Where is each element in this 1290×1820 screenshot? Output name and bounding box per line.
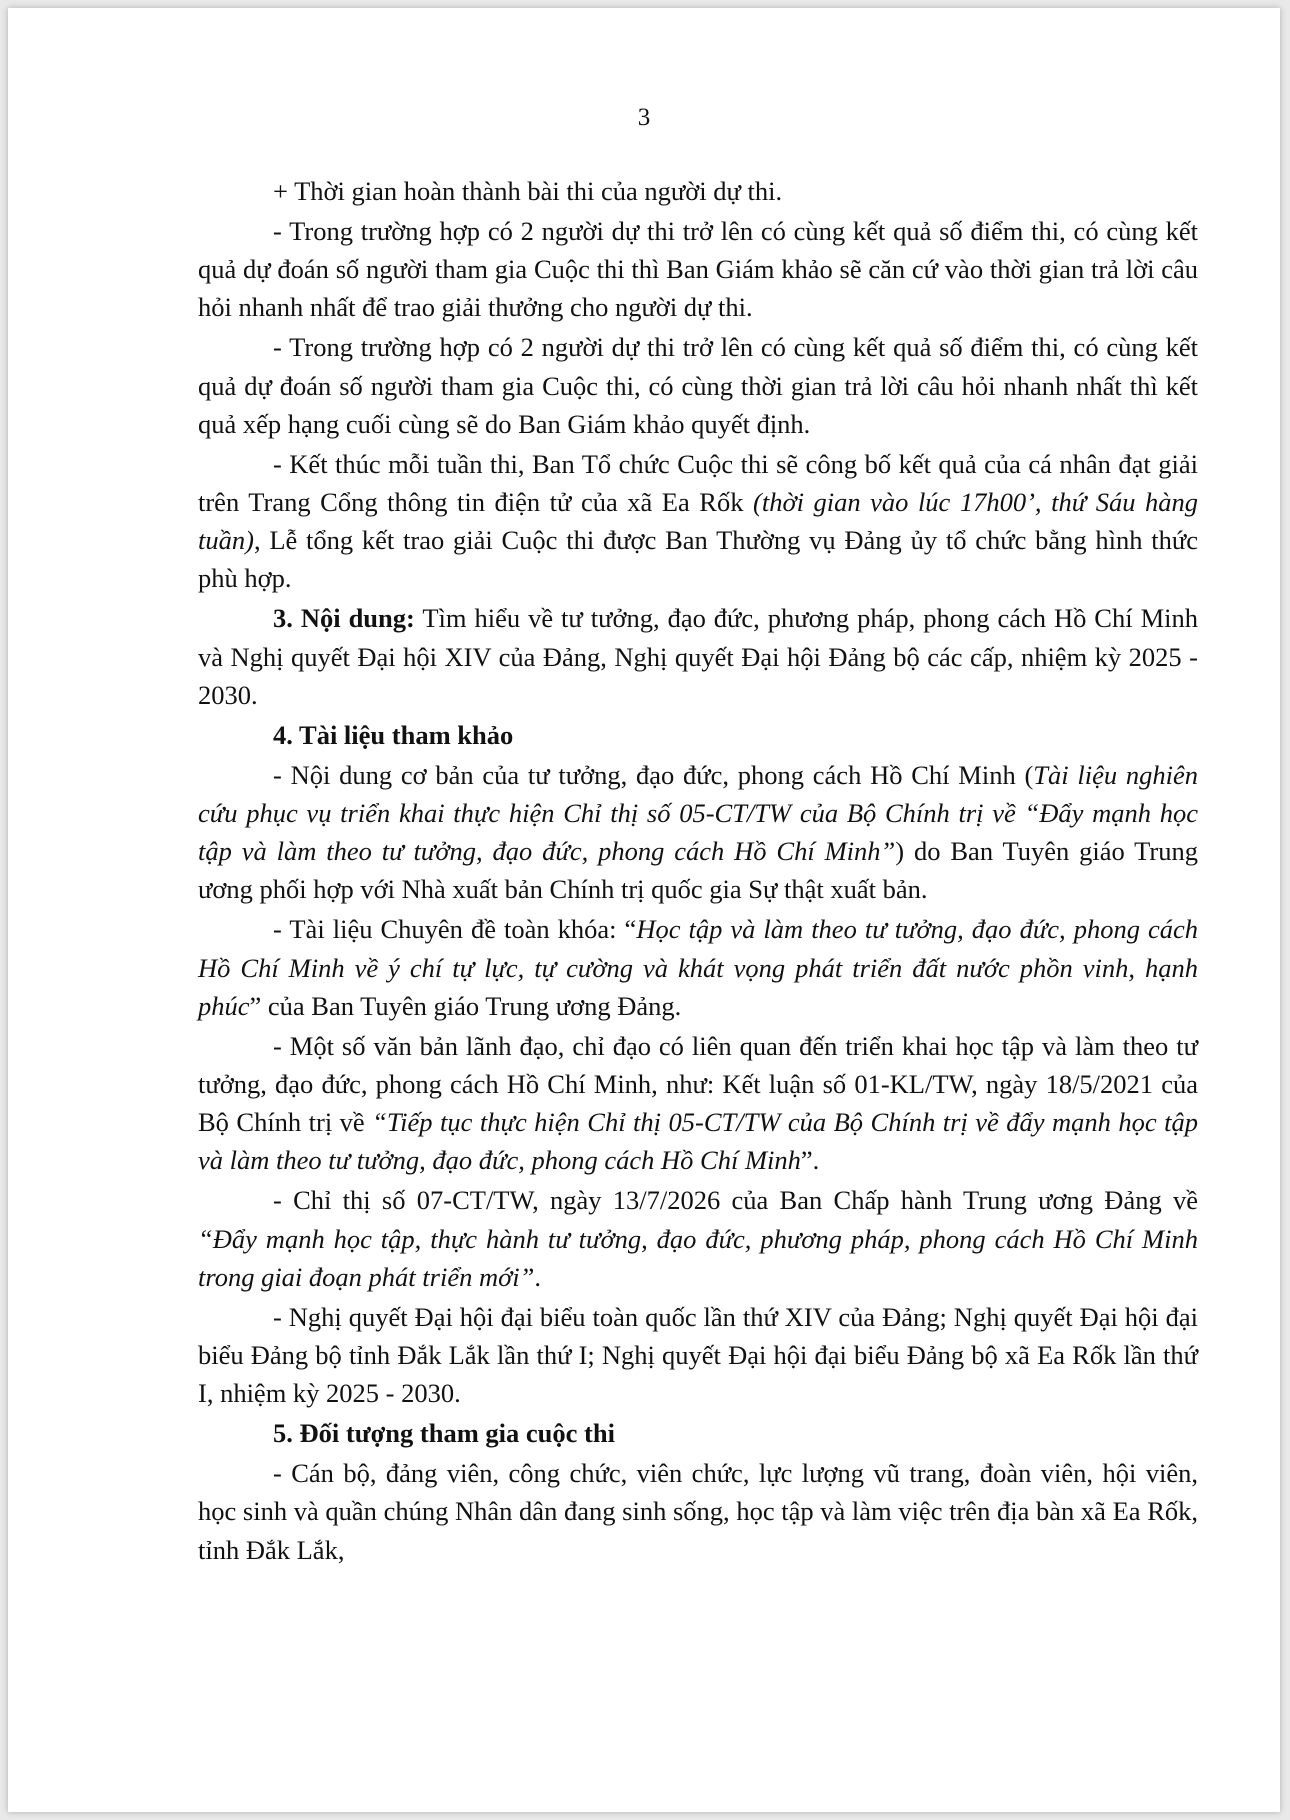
italic-segment: “Tiếp tục thực hiện Chỉ thị 05-CT/TW của Bộ Chính trị về đẩy mạnh học tập và làm theo tư tưởng, đạo đức, phong cách Hồ Chí Minh bbox=[198, 1107, 1198, 1176]
text-segment: - Một số văn bản lãnh đạo, chỉ đạo có liên quan đến triển khai học tập và làm theo tư tưởng, đạo đức, phong cách Hồ Chí Minh, như: Kết luận số 01-KL/TW, ngày 18/5/2021 của Bộ Chính trị về bbox=[198, 1030, 1198, 1138]
text-segment: - Tài liệu Chuyên đề toàn khóa: “ bbox=[273, 914, 637, 945]
section-heading-4 bbox=[198, 716, 1198, 754]
paragraph-content-section bbox=[198, 599, 1198, 714]
section-heading-3: 3. Nội dung: bbox=[273, 603, 415, 634]
italic-segment: Học tập và làm theo tư tưởng, đạo đức, phong cách Hồ Chí Minh về ý chí tự lực, tự cường và khát vọng phát triển đất nước phồn vinh, hạnh phúc bbox=[198, 914, 1199, 1021]
paragraph-completion-time: + Thời gian hoàn thành bài thi của người dự thi. bbox=[273, 176, 783, 206]
paragraph-reference-2 bbox=[198, 910, 1198, 1025]
text-segment: , Lễ tổng kết trao giải Cuộc thi được Ban Thường vụ Đảng ủy tổ chức bằng hình thức phù hợp. bbox=[198, 525, 1198, 594]
paragraph-tie-rule-2: - Trong trường hợp có 2 người dự thi trở lên có cùng kết quả số điểm thi, có cùng kết quả dự đoán số người tham gia Cuộc thi, có cùng thời gian trả lời câu hỏi nhanh nhất thì kết quả xếp hạng cuối cùng sẽ do Ban Giám khảo quyết định. bbox=[198, 332, 1198, 439]
paragraph-reference-5: - Nghị quyết Đại hội đại biểu toàn quốc lần thứ XIV của Đảng; Nghị quyết Đại hội đại biểu Đảng bộ tỉnh Đắk Lắk lần thứ I; Nghị quyết Đại hội đại biểu Đảng bộ xã Ea Rốk lần thứ I, nhiệm kỳ 2025 - 2030. bbox=[198, 1301, 1198, 1409]
text-segment: ) do Ban Tuyên giáo Trung ương phối hợp với Nhà xuất bản Chính trị quốc gia Sự thật xuất bản. bbox=[198, 836, 1198, 905]
italic-segment: (thời gian vào lúc 17h00’, thứ Sáu hàng tuần) bbox=[198, 487, 1198, 556]
paragraph-reference-1 bbox=[198, 756, 1198, 909]
heading-text: 5. Đối tượng tham gia cuộc thi bbox=[273, 1418, 615, 1449]
text-segment: . bbox=[534, 1261, 541, 1292]
paragraph-reference-4 bbox=[198, 1181, 1198, 1296]
paragraph-reference-3 bbox=[198, 1027, 1198, 1180]
section-heading-5 bbox=[198, 1414, 1198, 1452]
paragraph-participants: - Cán bộ, đảng viên, công chức, viên chức, lực lượng vũ trang, đoàn viên, hội viên, học sinh và quần chúng Nhân dân đang sinh sống, học tập và làm việc trên địa bàn xã Ea Rốk, tỉnh Đắk Lắk, bbox=[198, 1458, 1198, 1565]
italic-segment: “Đẩy mạnh học tập, thực hành tư tưởng, đạo đức, phương pháp, phong cách Hồ Chí Minh trong giai đoạn phát triển mới” bbox=[198, 1223, 1198, 1292]
text-segment: ”. bbox=[800, 1145, 820, 1176]
text-segment: - Nội dung cơ bản của tư tưởng, đạo đức, phong cách Hồ Chí Minh ( bbox=[273, 759, 1034, 790]
paragraph-tie-rule-1: - Trong trường hợp có 2 người dự thi trở lên có cùng kết quả số điểm thi, có cùng kết quả dự đoán số người tham gia Cuộc thi thì Ban Giám khảo sẽ căn cứ vào thời gian trả lời câu hỏi nhanh nhất để trao giải thưởng cho người dự thi. bbox=[198, 216, 1198, 323]
heading-text: 4. Tài liệu tham khảo bbox=[273, 719, 514, 750]
text-segment: - Kết thúc mỗi tuần thi, Ban Tổ chức Cuộc thi sẽ công bố kết quả của cá nhân đạt giải trên Trang Cổng thông tin điện tử của xã Ea Rốk bbox=[198, 448, 1198, 518]
text-segment: - Chỉ thị số 07-CT/TW, ngày 13/7/2026 của Ban Chấp hành Trung ương Đảng về bbox=[273, 1185, 1198, 1216]
paragraph-results-announcement bbox=[198, 445, 1198, 598]
page-number: 3 bbox=[637, 104, 651, 131]
text-segment: Tìm hiểu về tư tưởng, đạo đức, phương pháp, phong cách Hồ Chí Minh và Nghị quyết Đại hội XIV của Đảng, Nghị quyết Đại hội Đảng bộ các cấp, nhiệm kỳ 2025 - 2030. bbox=[198, 603, 1198, 710]
text-segment: ” của Ban Tuyên giáo Trung ương Đảng. bbox=[249, 990, 682, 1021]
italic-segment: Tài liệu nghiên cứu phục vụ triển khai thực hiện Chỉ thị số 05-CT/TW của Bộ Chính trị về “Đẩy mạnh học tập và làm theo tư tưởng, đạo đức, phong cách Hồ Chí Minh” bbox=[198, 759, 1199, 867]
document-body bbox=[198, 172, 1198, 1571]
document-page bbox=[8, 8, 1280, 1812]
